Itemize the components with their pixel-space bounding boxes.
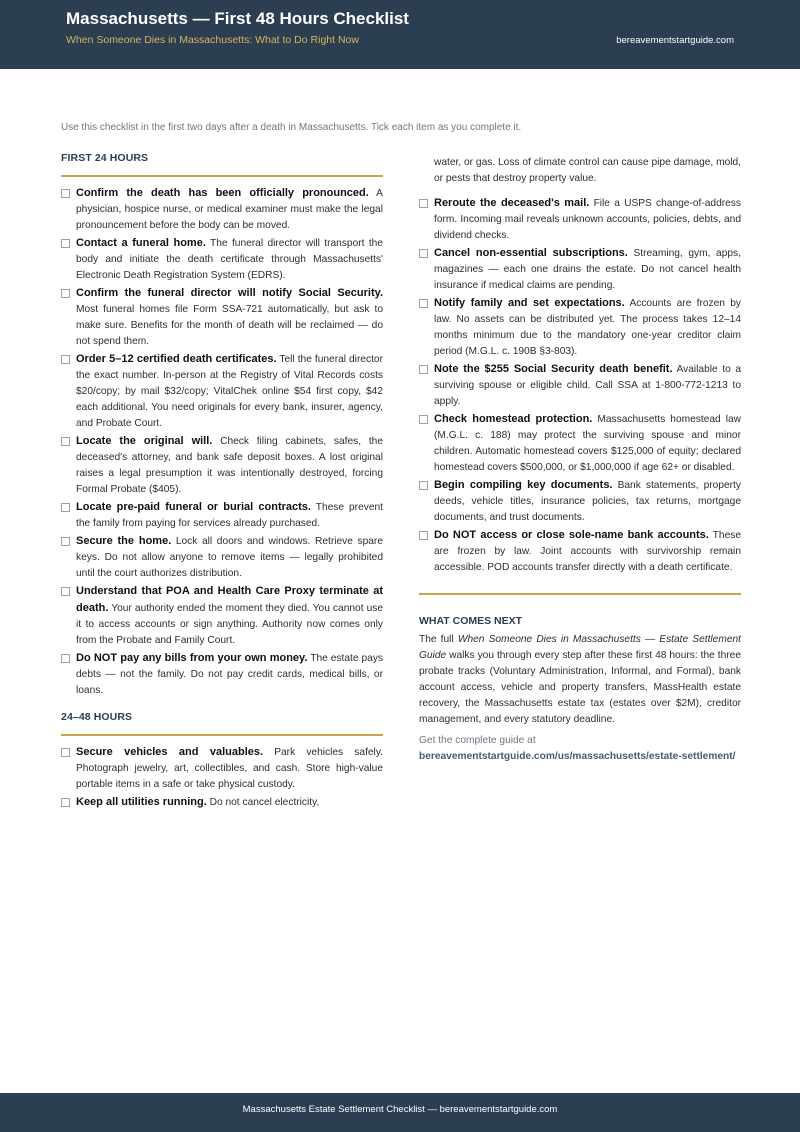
item-text: Your authority ended the moment they died. You cannot use it to access accounts or sign anything. Authority now comes only from the Probate and Family Court. — [76, 603, 383, 646]
section-heading-what-comes-next: WHAT COMES NEXT — [419, 615, 523, 627]
item-title: Locate the original will. — [76, 435, 213, 447]
checklist-24-48-continued — [419, 195, 741, 576]
checklist-item — [419, 195, 741, 244]
item-title: Confirm the funeral director will notify Social Security. — [76, 287, 383, 299]
item-text: Bank statements, property deeds, vehicle titles, insurance policies, tax returns, mortgage documents, and trust documents. — [434, 480, 741, 523]
right-column — [419, 152, 741, 765]
section-divider — [61, 734, 383, 736]
item-text: Check filing cabinets, safes, the deceased's attorney, and bank safe deposit boxes. A lost original raises a legal presumption it was intentionally destroyed, forcing Formal Probate ($405). — [76, 436, 383, 495]
header-banner — [0, 0, 800, 69]
item-title: Cancel non-essential subscriptions. — [434, 247, 628, 259]
item-title: Secure vehicles and valuables. — [76, 746, 264, 758]
checkbox[interactable] — [61, 654, 70, 663]
next-body-prefix: The full — [419, 634, 458, 645]
item-title: Order 5–12 certified death certificates. — [76, 353, 277, 365]
checkbox[interactable] — [419, 531, 428, 540]
item-title: Do NOT pay any bills from your own money. — [76, 652, 308, 664]
item-text: A physician, hospice nurse, or medical examiner must make the legal pronouncement before the body can be moved. — [76, 188, 383, 231]
checklist-item — [419, 245, 741, 294]
section-divider — [61, 175, 383, 177]
checklist-item — [61, 583, 383, 649]
footer-text: Massachusetts Estate Settlement Checklist — bereavementstartguide.com — [242, 1104, 558, 1115]
item-title: Note the $255 Social Security death benefit. — [434, 363, 673, 375]
checkbox[interactable] — [419, 365, 428, 374]
checkbox[interactable] — [61, 748, 70, 757]
checkbox[interactable] — [61, 587, 70, 596]
section-divider — [419, 593, 741, 595]
left-column — [61, 152, 383, 812]
item-title: Confirm the death has been officially pronounced. — [76, 187, 369, 199]
item-title: Locate pre-paid funeral or burial contracts. — [76, 501, 311, 513]
guide-title: When Someone Dies in Massachusetts — Estate Settlement Guide — [419, 634, 741, 661]
checklist-item — [61, 351, 383, 432]
checklist-item — [419, 527, 741, 576]
item-title: Notify family and set expectations. — [434, 297, 625, 309]
checkbox[interactable] — [419, 199, 428, 208]
item-text: Most funeral homes file Form SSA-721 automatically, but ask to make sure. Benefits for the month of death will be reclaimed — do not spend them. — [76, 304, 383, 347]
item-text: Tell the funeral director the exact number. In-person at the Registry of Vital Records costs $20/copy; by mail $32/copy; VitalChek online $54 first copy, $42 each additional. You need originals for every bank, insurer, agency, and Probate Court. — [76, 354, 383, 429]
checkbox[interactable] — [61, 355, 70, 364]
checkbox[interactable] — [61, 239, 70, 248]
section-heading-24-48: 24–48 HOURS — [61, 711, 133, 723]
header-site: bereavementstartguide.com — [616, 35, 734, 46]
what-comes-next-text — [419, 632, 741, 728]
item-title: Do NOT access or close sole-name bank accounts. — [434, 529, 709, 541]
checklist-item — [61, 185, 383, 234]
item-text: Accounts are frozen by law. No assets can be distributed yet. The process takes 12–14 months minimum due to the mandatory one-year creditor claim period (M.G.L. c. 190B §3-803). — [434, 298, 741, 357]
item-text: Massachusetts homestead law (M.G.L. c. 188) may protect the surviving spouse and minor children. Automatic homestead covers $125,000 of equity; declared homestead covers $500,000, or $1,000,000 if age 62+ or disabled. — [434, 414, 741, 473]
item-text: These are frozen by law. Joint accounts with survivorship remain accessible. POD accounts transfer directly with a death certificate. — [434, 530, 741, 573]
checklist-item — [61, 794, 383, 811]
checklist-item — [61, 499, 383, 532]
item-text: The funeral director will transport the body and initiate the death certificate through Massachusetts' Electronic Death Registration System (EDRS). — [76, 238, 384, 281]
checklist-item — [61, 235, 383, 284]
item-text: File a USPS change-of-address form. Incoming mail reveals unknown accounts, policies, debts, and dividend checks. — [434, 198, 741, 241]
checklist-24-48 — [61, 744, 383, 811]
item-title: Begin compiling key documents. — [434, 479, 613, 491]
checkbox[interactable] — [419, 249, 428, 258]
checklist-item — [419, 411, 741, 476]
checkbox[interactable] — [61, 798, 70, 807]
intro-text: Use this checklist in the first two days after a death in Massachusetts. Tick each item as you complete it. — [61, 122, 522, 133]
item-text: Park vehicles safely. Photograph jewelry, art, collectibles, and cash. Store high-value portable items in a safe or take physical custody. — [76, 747, 383, 790]
checkbox[interactable] — [61, 437, 70, 446]
item-text: Streaming, gym, apps, magazines — each one drains the estate. Do not cancel health insurance if medical claims are pending. — [434, 248, 741, 291]
cta-text: Get the complete guide at — [419, 735, 536, 746]
item-text: Do not cancel electricity, — [206, 797, 320, 808]
item-text: Lock all doors and windows. Retrieve spare keys. Do not allow anyone to remove items — legally prohibited until the court authorizes distribution. — [76, 536, 383, 579]
checkbox[interactable] — [419, 481, 428, 490]
checkbox[interactable] — [61, 503, 70, 512]
checkbox[interactable] — [61, 189, 70, 198]
item-title: Secure the home. — [76, 535, 172, 547]
item-title: Keep all utilities running. — [76, 796, 207, 808]
item-text: The estate pays debts — not the family. Do not pay credit cards, medical bills, or loans. — [76, 653, 384, 696]
checklist-item — [61, 744, 383, 793]
item-text: These prevent the family from paying for services already purchased. — [76, 502, 383, 529]
item-text: Available to a surviving spouse or eligible child. Call SSA at 1-800-772-1213 to apply. — [434, 364, 742, 407]
checkbox[interactable] — [419, 415, 428, 424]
checkbox[interactable] — [419, 299, 428, 308]
checklist-item — [61, 533, 383, 582]
page-subtitle: When Someone Dies in Massachusetts: What to Do Right Now — [66, 34, 359, 46]
checkbox[interactable] — [61, 537, 70, 546]
item-title: Contact a funeral home. — [76, 237, 206, 249]
checklist-item — [61, 433, 383, 498]
checklist-item — [61, 285, 383, 350]
checklist-item — [419, 361, 741, 410]
page-title: Massachusetts — First 48 Hours Checklist — [66, 9, 409, 28]
checklist-item — [419, 295, 741, 360]
section-heading-first-24: FIRST 24 HOURS — [61, 152, 149, 164]
item-title: Check homestead protection. — [434, 413, 593, 425]
footer-banner — [0, 1093, 800, 1132]
item-title: Understand that POA and Health Care Proxy terminate at death. — [76, 585, 383, 614]
item-continuation: water, or gas. Loss of climate control can cause pipe damage, mold, or pests that destroy property value. — [434, 157, 741, 184]
checklist-item — [61, 650, 383, 699]
next-body-suffix: walks you through every step after these first 48 hours: the three probate tracks (Voluntary Administration, Informal, and Formal), bank account access, vehicle and property transfers, MassHealth estate recovery, the Massachusetts estate tax (estates over $2M), creditor management, and every statutory deadline. — [419, 650, 741, 725]
guide-link[interactable]: bereavementstartguide.com/us/massachusetts/estate-settlement/ — [419, 751, 736, 762]
checkbox[interactable] — [61, 289, 70, 298]
checklist-item — [419, 477, 741, 526]
checklist-first-24 — [61, 185, 383, 699]
item-title: Reroute the deceased's mail. — [434, 197, 590, 209]
